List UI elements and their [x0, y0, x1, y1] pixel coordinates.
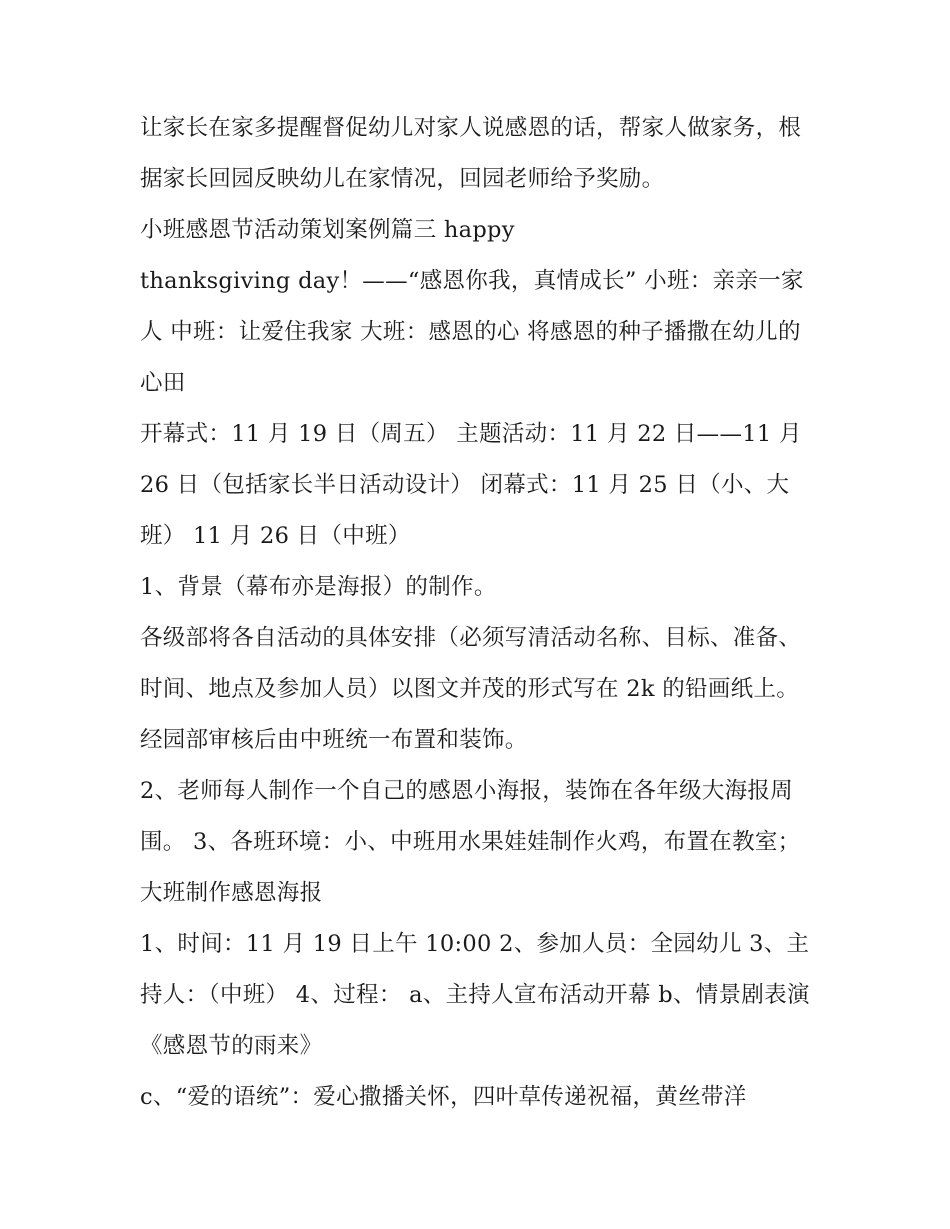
paragraph: 各级部将各自活动的具体安排（必须写清活动名称、目标、准备、时间、地点及参加人员）以图文并茂的形式写在 2k 的铅画纸上。经园部审核后由中班统一布置和装饰。 — [140, 625, 802, 753]
paragraph: 让家长在家多提醒督促幼儿对家人说感恩的话，帮家人做家务，根据家长回园反映幼儿在家情况，回园老师给予奖励。 — [140, 115, 802, 192]
paragraph: c、“爱的语统”：爱心撒播关怀，四叶草传递祝福，黄丝带洋 — [140, 1084, 747, 1110]
section-heading: 小班感恩节活动策划案例篇三 happy — [140, 217, 515, 243]
paragraph: 1、背景（幕布亦是海报）的制作。 — [140, 574, 497, 600]
paragraph: 1、时间：11 月 19 日上午 10:00 2、参加人员：全园幼儿 3、主持人：（中班） 4、过程： a、主持人宣布活动开幕 b、情景剧表演《感恩节的雨来》 — [140, 931, 810, 1059]
paragraph: 2、老师每人制作一个自己的感恩小海报，装饰在各年级大海报周围。 3、各班环境：小、中班用水果娃娃制作火鸡，布置在教室； 大班制作感恩海报 — [140, 778, 801, 906]
paragraph: 开幕式：11 月 19 日（周五） 主题活动：11 月 22 日——11 月 26 日（包括家长半日活动设计） 闭幕式：11 月 25 日（小、大班） 11 月 26 日（中班） — [140, 421, 802, 549]
document-body — [140, 103, 820, 1123]
paragraph: thanksgiving day！——“感恩你我，真情成长” 小班：亲亲一家人 中班：让爱住我家 大班：感恩的心 将感恩的种子播撒在幼儿的心田 — [140, 268, 804, 396]
